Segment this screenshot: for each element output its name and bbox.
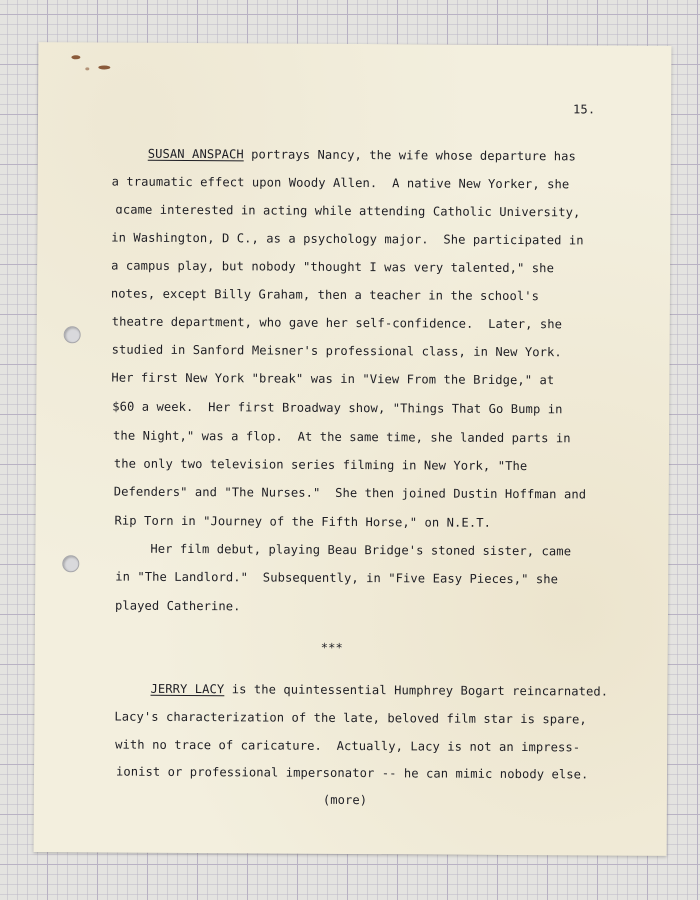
paragraph-line: SUSAN ANSPACH portrays Nancy, the wife whose departure has — [147, 146, 576, 164]
paragraph-line: theatre department, who gave her self-confidence. Later, she — [111, 314, 563, 332]
paragraph-line: Rip Torn in "Journey of the Fifth Horse," on N.E.T. — [114, 513, 492, 530]
paragraph-line: Lacy's characterization of the late, beloved film star is spare, — [114, 709, 587, 727]
paragraph-line: ionist or professional impersonator -- he can mimic nobody else. — [115, 764, 589, 782]
stain-mark — [85, 67, 89, 70]
paragraph-line: ɑcame interested in acting while attending Catholic University, — [115, 202, 581, 220]
stain-mark — [71, 55, 80, 59]
paragraph-line: the only two television series filming in New York, "The — [113, 456, 528, 474]
stain-mark — [98, 65, 110, 69]
actor-name: SUSAN ANSPACH — [147, 146, 244, 162]
section-separator: *** — [320, 640, 343, 655]
paper-sheet — [34, 42, 672, 856]
page-number: 15. — [573, 102, 596, 117]
paragraph-line: JERRY LACY is the quintessential Humphrey Bogart reincarnated. — [150, 681, 609, 699]
paragraph-line: Her film debut, playing Beau Bridge's stoned sister, came — [150, 541, 572, 559]
paragraph-line: played Catherine. — [114, 598, 241, 614]
paragraph-line: studied in Sanford Meisner's professional class, in New York. — [111, 342, 562, 360]
paragraph-line: in "The Landlord." Subsequently, in "Five Easy Pieces," she — [115, 569, 559, 587]
paragraph-line: a traumatic effect upon Woody Allen. A native New Yorker, she — [111, 174, 570, 192]
actor-name: JERRY LACY — [150, 681, 225, 697]
paragraph-line: Her first New York "break" was in "View From the Bridge," at — [111, 370, 555, 388]
continued-marker: (more) — [322, 792, 368, 808]
punch-hole — [62, 555, 79, 572]
paragraph-line: the Night," was a flop. At the same time, she landed parts in — [113, 428, 571, 446]
paragraph-line: with no trace of caricature. Actually, Lacy is not an impress- — [115, 737, 581, 755]
paragraph-line: in Washington, D C., as a psychology major. She participated in — [111, 230, 584, 248]
typed-page-text — [36, 42, 609, 808]
paragraph-line: a campus play, but nobody "thought I was very talented," she — [111, 258, 555, 276]
paragraph-line: Defenders" and "The Nurses." She then joined Dustin Hoffman and — [113, 484, 587, 502]
paragraph-line: $60 a week. Her first Broadway show, "Things That Go Bump in — [112, 399, 563, 417]
paragraph-line: notes, except Billy Graham, then a teacher in the school's — [110, 286, 540, 304]
